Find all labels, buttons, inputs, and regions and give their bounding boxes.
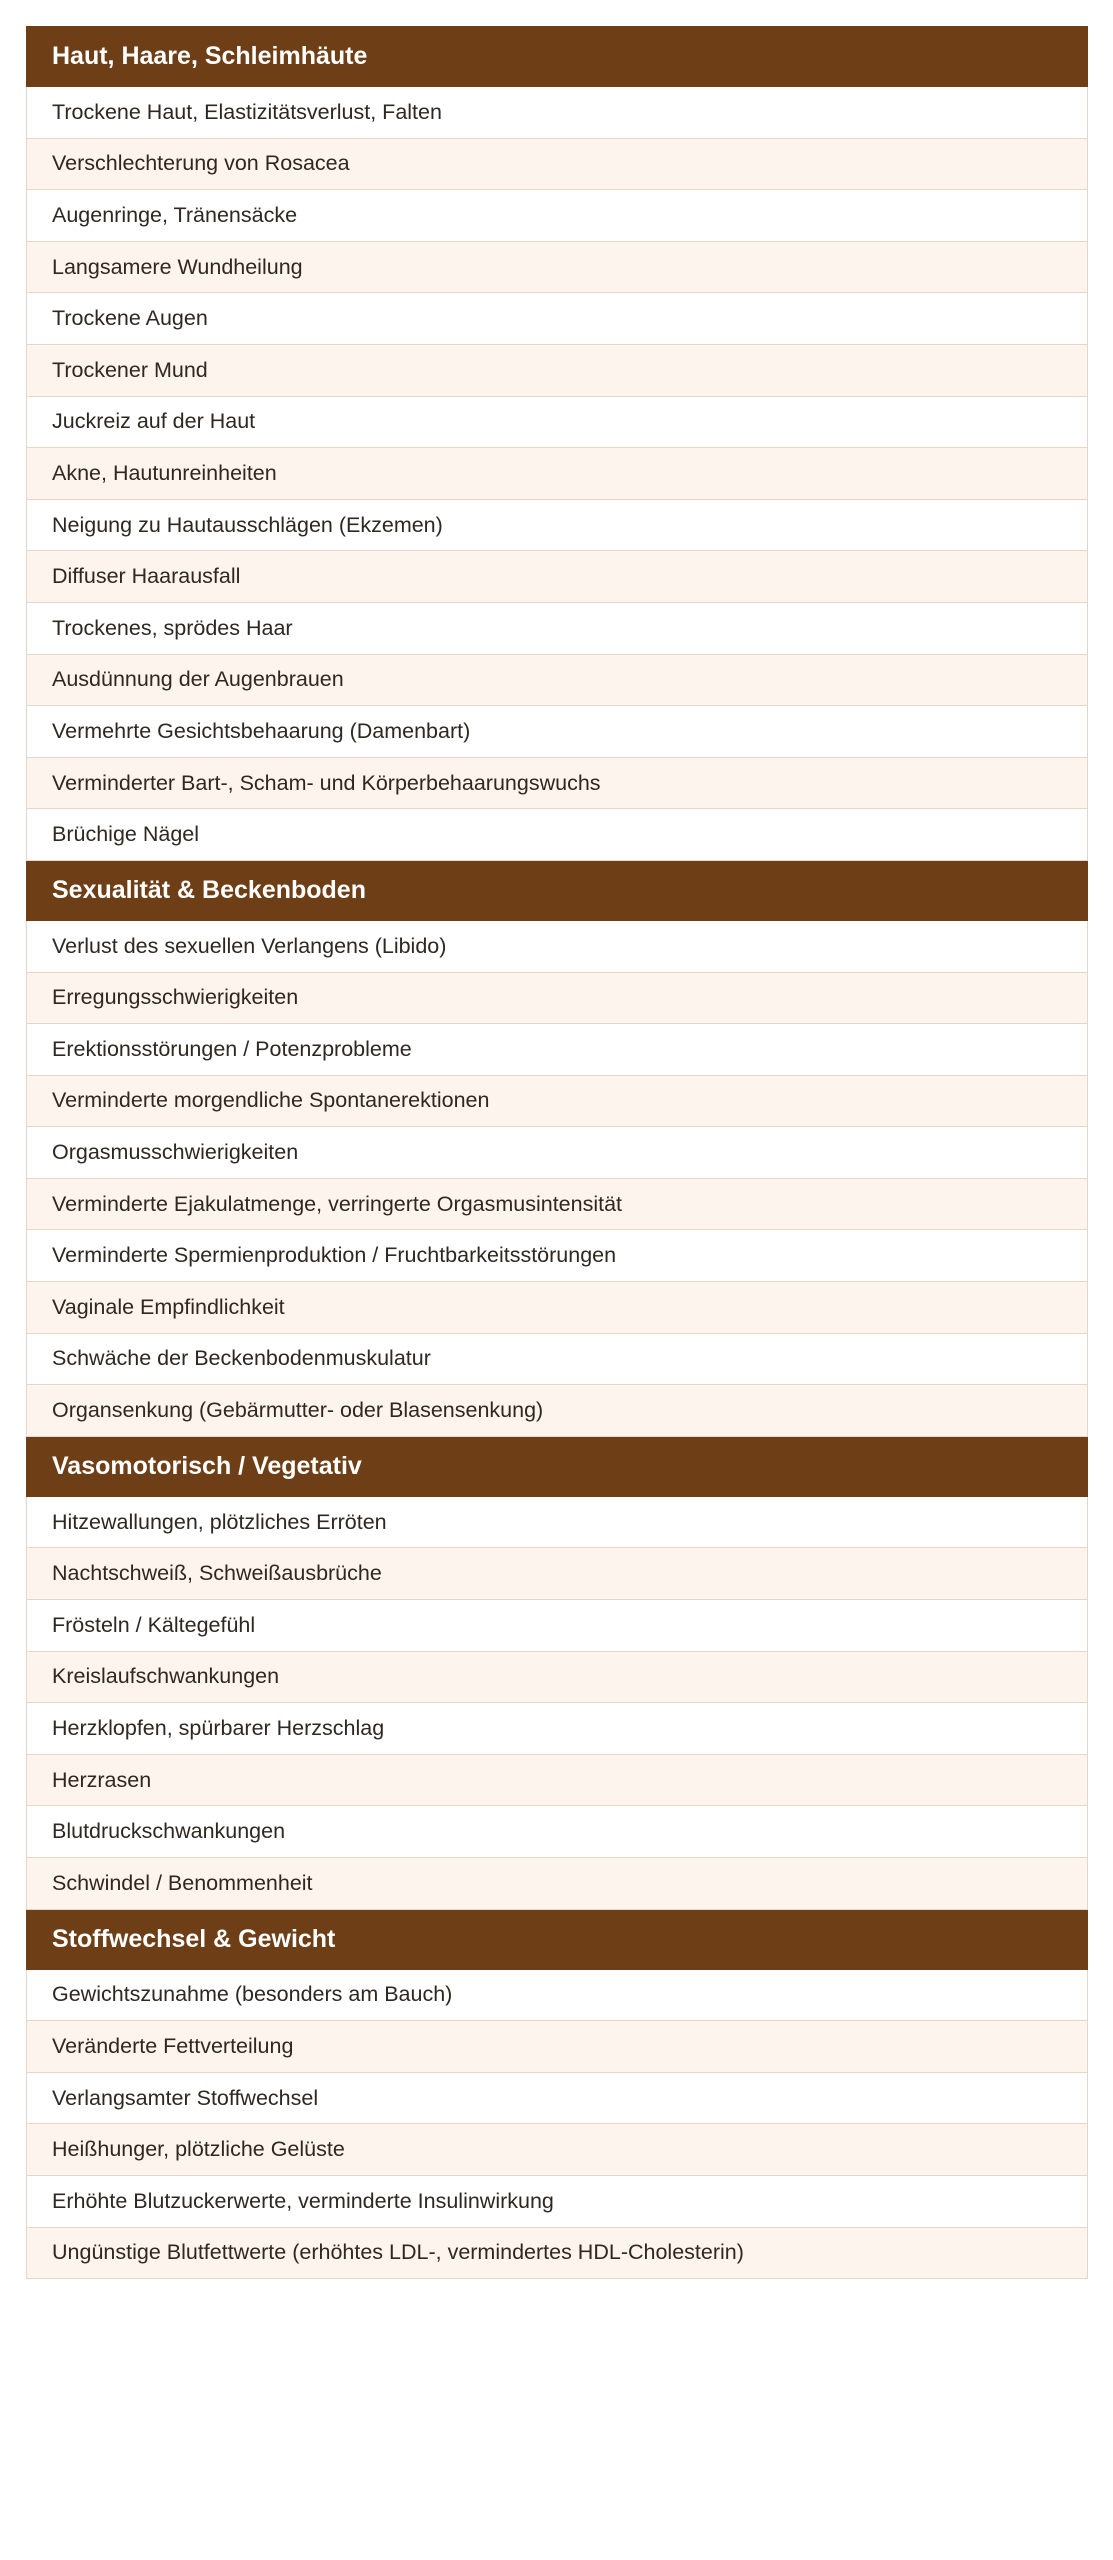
symptom-label: Trockenes, sprödes Haar [27,602,1088,654]
table-row [27,1969,1088,2021]
symptom-label: Heißhunger, plötzliche Gelüste [27,2124,1088,2176]
table-row [27,706,1088,758]
table-row [27,293,1088,345]
symptom-label: Ausdünnung der Augenbrauen [27,654,1088,706]
symptom-label: Erektionsstörungen / Potenzprobleme [27,1024,1088,1076]
table-row [27,1075,1088,1127]
table-row [27,1024,1088,1076]
table-row [27,2227,1088,2279]
symptom-label: Erregungsschwierigkeiten [27,972,1088,1024]
table-row [27,1703,1088,1755]
symptom-table [26,26,1088,2279]
table-row [27,920,1088,972]
symptom-table-body [27,27,1088,2279]
symptom-label: Langsamere Wundheilung [27,241,1088,293]
symptom-label: Hitzewallungen, plötzliches Erröten [27,1496,1088,1548]
symptom-label: Verminderte Spermienproduktion / Fruchtbarkeitsstörungen [27,1230,1088,1282]
table-row [27,344,1088,396]
section-header [27,860,1088,920]
table-row [27,1754,1088,1806]
section-title: Haut, Haare, Schleimhäute [27,27,1088,87]
symptom-label: Verminderte morgendliche Spontanerektionen [27,1075,1088,1127]
table-row [27,138,1088,190]
symptom-label: Verminderte Ejakulatmenge, verringerte Orgasmusintensität [27,1178,1088,1230]
section-title: Stoffwechsel & Gewicht [27,1909,1088,1969]
symptom-label: Schwindel / Benommenheit [27,1858,1088,1910]
symptom-label: Verlust des sexuellen Verlangens (Libido) [27,920,1088,972]
table-row [27,87,1088,139]
section-header [27,1909,1088,1969]
symptom-label: Augenringe, Tränensäcke [27,190,1088,242]
symptom-label: Blutdruckschwankungen [27,1806,1088,1858]
section-title: Vasomotorisch / Vegetativ [27,1436,1088,1496]
table-row [27,2072,1088,2124]
symptom-label: Organsenkung (Gebärmutter- oder Blasensenkung) [27,1385,1088,1437]
table-row [27,809,1088,861]
symptom-label: Trockener Mund [27,344,1088,396]
table-row [27,1651,1088,1703]
table-row [27,1127,1088,1179]
symptom-label: Trockene Haut, Elastizitätsverlust, Falten [27,87,1088,139]
table-row [27,602,1088,654]
table-row [27,499,1088,551]
symptom-label: Brüchige Nägel [27,809,1088,861]
table-row [27,1858,1088,1910]
section-header [27,27,1088,87]
symptom-label: Neigung zu Hautausschlägen (Ekzemen) [27,499,1088,551]
table-row [27,1548,1088,1600]
table-row [27,396,1088,448]
symptom-label: Erhöhte Blutzuckerwerte, verminderte Insulinwirkung [27,2175,1088,2227]
table-row [27,1333,1088,1385]
symptom-label: Frösteln / Kältegefühl [27,1600,1088,1652]
table-row [27,241,1088,293]
table-row [27,2175,1088,2227]
symptom-label: Vaginale Empfindlichkeit [27,1282,1088,1334]
table-row [27,190,1088,242]
symptom-label: Herzklopfen, spürbarer Herzschlag [27,1703,1088,1755]
symptom-label: Verschlechterung von Rosacea [27,138,1088,190]
symptom-label: Trockene Augen [27,293,1088,345]
symptom-label: Kreislaufschwankungen [27,1651,1088,1703]
symptom-label: Nachtschweiß, Schweißausbrüche [27,1548,1088,1600]
table-row [27,1600,1088,1652]
section-header [27,1436,1088,1496]
symptom-label: Schwäche der Beckenbodenmuskulatur [27,1333,1088,1385]
table-row [27,654,1088,706]
table-row [27,551,1088,603]
table-row [27,972,1088,1024]
table-row [27,757,1088,809]
symptom-label: Juckreiz auf der Haut [27,396,1088,448]
table-row [27,1230,1088,1282]
symptom-label: Herzrasen [27,1754,1088,1806]
symptom-label: Orgasmusschwierigkeiten [27,1127,1088,1179]
table-row [27,1178,1088,1230]
symptom-label: Verlangsamter Stoffwechsel [27,2072,1088,2124]
symptom-label: Gewichtszunahme (besonders am Bauch) [27,1969,1088,2021]
symptom-label: Ungünstige Blutfettwerte (erhöhtes LDL-, vermindertes HDL-Cholesterin) [27,2227,1088,2279]
table-row [27,2124,1088,2176]
symptom-label: Akne, Hautunreinheiten [27,448,1088,500]
table-row [27,1385,1088,1437]
section-title: Sexualität & Beckenboden [27,860,1088,920]
symptom-label: Vermehrte Gesichtsbehaarung (Damenbart) [27,706,1088,758]
symptom-label: Veränderte Fettverteilung [27,2021,1088,2073]
symptom-label: Diffuser Haarausfall [27,551,1088,603]
table-row [27,2021,1088,2073]
table-row [27,1806,1088,1858]
table-row [27,1282,1088,1334]
table-row [27,1496,1088,1548]
symptom-label: Verminderter Bart-, Scham- und Körperbehaarungswuchs [27,757,1088,809]
table-row [27,448,1088,500]
